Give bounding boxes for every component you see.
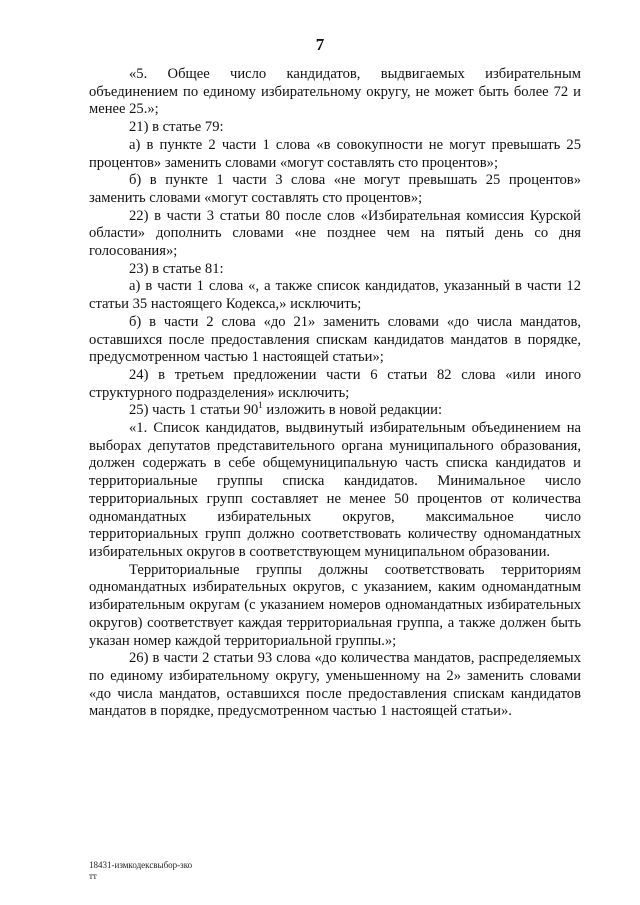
paragraph: «1. Список кандидатов, выдвинутый избирательным объединением на выборах депутатов представительного органа муниципального образования, должен содержать в себе общемуниципальную часть списка кандидатов и территориальные группы списка кандидатов. Минимальное число территориальных групп составляет не менее 50 процентов от количества одномандатных избирательных округов, максимальное число территориальных групп должно соответствовать количеству одномандатных избирательных округов в соответствующем муниципальном образовании. [89, 420, 581, 560]
paragraph: 26) в части 2 статьи 93 слова «до количества мандатов, распределяемых по единому избирательному округу, уменьшенному на 2» заменить словами «до числа мандатов, оставшихся после предоставления спискам кандидатов мандатов в порядке, предусмотренном частью 1 настоящей статьи». [89, 650, 581, 720]
paragraph: а) в пункте 2 части 1 слова «в совокупности не могут превышать 25 процентов» заменить словами «могут составлять сто процентов»; [89, 136, 581, 171]
footer-mark: тт [89, 871, 97, 881]
page-number: 7 [315, 35, 325, 54]
document-code: 18431-измкодексвыбор-зко [89, 860, 193, 870]
document-body [89, 66, 581, 721]
footer [89, 860, 192, 882]
paragraph: б) в пункте 1 части 3 слова «не могут превышать 25 процентов» заменить словами «могут составлять сто процентов»; [89, 172, 581, 206]
paragraph: а) в части 1 слова «, а также список кандидатов, указанный в части 12 статьи 35 настоящего Кодекса,» исключить; [89, 278, 581, 313]
paragraph-text: 25) часть 1 статьи 90 [129, 402, 259, 419]
superscript-number: 1 [258, 400, 263, 411]
paragraph: «5. Общее число кандидатов, выдвигаемых избирательным объединением по единому избирательному округу, не может быть более 72 и менее 25.»; [89, 66, 581, 118]
paragraph: 23) в статье 81: [129, 260, 224, 277]
paragraph [89, 402, 581, 420]
paragraph: 22) в части 3 статьи 80 после слов «Избирательная комиссия Курской области» дополнить словами «не позднее чем на пятый день со дня голосования»; [89, 207, 581, 260]
paragraph: б) в части 2 слова «до 21» заменить словами «до числа мандатов, оставшихся после предоставления спискам кандидатов мандатов в порядке, предусмотренном частью 1 настоящей статьи»; [89, 313, 581, 366]
paragraph-text: изложить в новой редакции: [262, 402, 443, 419]
paragraph: 21) в статье 79: [129, 119, 224, 136]
paragraph: 24) в третьем предложении части 6 статьи 82 слова «или иного структурного подразделения» исключить; [89, 366, 581, 401]
paragraph: Территориальные группы должны соответствовать территориям одномандатных избирательных округов, с указанием, каким одномандатным избирательным округам (с указанием номеров одномандатных избирательных округов) соответствует каждая территориальная группа, а также должен быть указан номер каждой территориальной группы.»; [89, 561, 581, 649]
